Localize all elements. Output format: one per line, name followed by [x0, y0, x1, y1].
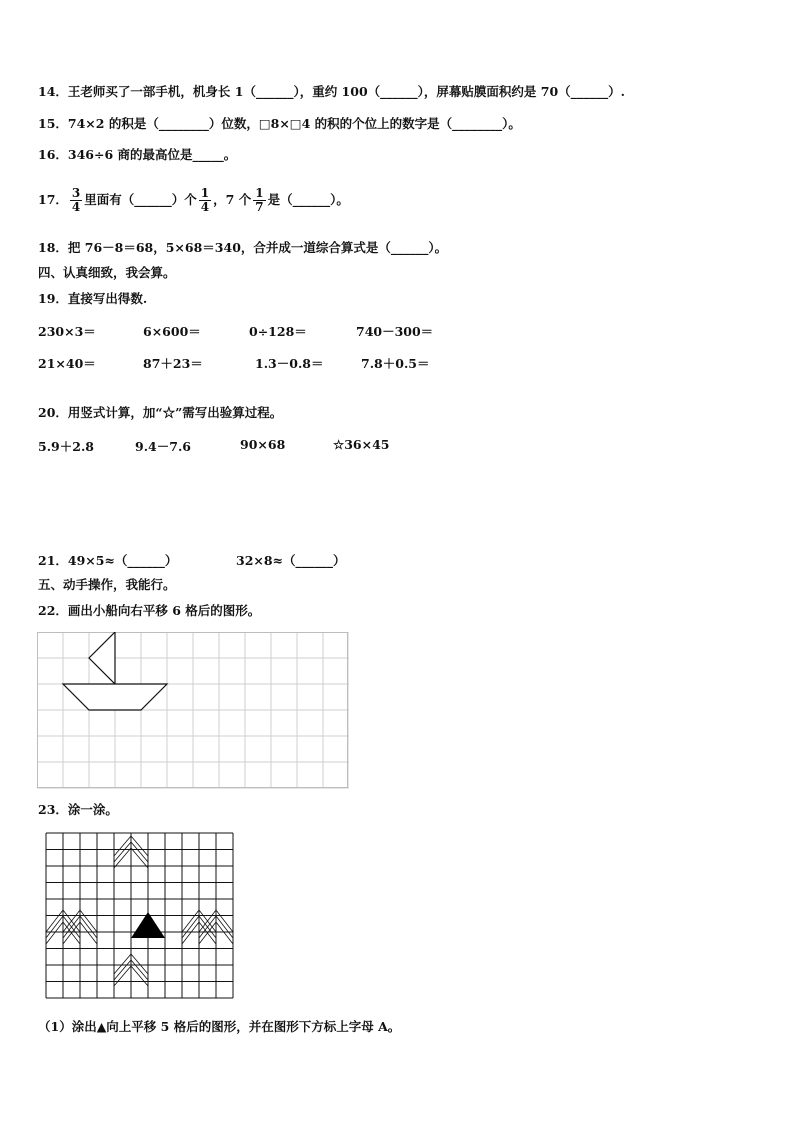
fraction-1-4 — [199, 187, 211, 214]
chevron-patterns — [46, 836, 233, 986]
section-4-heading: 四、认真细致，我会算。 — [38, 265, 176, 280]
calc-item: 90×68 — [240, 437, 286, 452]
question-17 — [38, 184, 349, 216]
question-17-text-1: 里面有（______）个 — [84, 192, 197, 207]
fraction-3-4 — [70, 187, 82, 214]
fraction-denominator: 7 — [255, 200, 264, 214]
question-22-title: 22．画出小船向右平移 6 格后的图形。 — [38, 603, 261, 618]
question-20-title: 20．用竖式计算，加“☆”需写出验算过程。 — [38, 405, 283, 420]
boat-hull — [63, 684, 167, 710]
question-21-b: 32×8≈（______） — [236, 553, 346, 568]
boat-sail — [89, 632, 115, 684]
coloring-grid — [45, 832, 235, 1002]
calc-item: 0÷128＝ — [249, 324, 307, 339]
fraction-1-7 — [253, 187, 265, 214]
calc-item: ☆36×45 — [333, 437, 390, 452]
calc-item: 6×600＝ — [143, 324, 201, 339]
calc-item: 230×3＝ — [38, 324, 96, 339]
fraction-denominator: 4 — [71, 200, 81, 214]
question-23-sub-1: （1）涂出▲向上平移 5 格后的图形，并在图形下方标上字母 A。 — [38, 1019, 401, 1034]
calc-item: 9.4－7.6 — [135, 439, 191, 454]
calc-item: 21×40＝ — [38, 356, 96, 371]
question-18: 18．把 76－8＝68，5×68＝340，合并成一道综合算式是（______）。 — [38, 240, 448, 255]
boat-grid — [37, 632, 349, 789]
calc-item: 5.9＋2.8 — [38, 439, 94, 454]
section-5-heading: 五、动手操作，我能行。 — [38, 577, 176, 592]
calc-item: 7.8＋0.5＝ — [361, 356, 430, 371]
fraction-denominator: 4 — [200, 200, 210, 214]
fraction-numerator: 3 — [71, 186, 81, 200]
calc-item: 1.3－0.8＝ — [255, 356, 324, 371]
calc-item: 87＋23＝ — [143, 356, 203, 371]
question-15: 15．74×2 的积是（________）位数，□8×□4 的积的个位上的数字是（________）。 — [38, 116, 521, 131]
question-14: 14．王老师买了一部手机，机身长 1（______），重约 100（______），屏幕贴膜面积约是 70（______）. — [38, 84, 625, 99]
question-19-title: 19．直接写出得数. — [38, 291, 148, 306]
question-16: 16．346÷6 商的最高位是_____。 — [38, 147, 237, 162]
calc-item: 740－300＝ — [356, 324, 434, 339]
question-17-text-2: ，7 个 — [213, 192, 252, 207]
question-17-text-3: 是（______）。 — [267, 192, 349, 207]
fraction-numerator: 1 — [255, 186, 264, 200]
fraction-numerator: 1 — [200, 186, 210, 200]
question-17-number: 17． — [38, 192, 68, 207]
question-21-a: 21．49×5≈（______） — [38, 553, 178, 568]
question-23-title: 23．涂一涂。 — [38, 802, 118, 817]
